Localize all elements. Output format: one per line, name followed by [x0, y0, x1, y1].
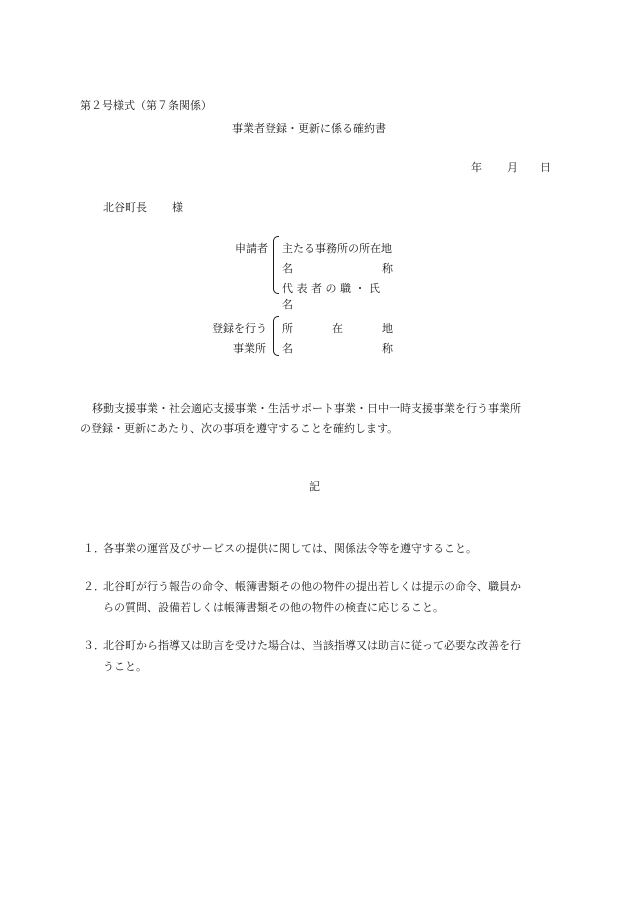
office-name-label-right: 称: [382, 342, 393, 355]
office-brace: [273, 316, 279, 356]
applicant-representative-label: 代 表 者 の 職 ・ 氏 名: [282, 282, 380, 311]
office-label-line2: 事業所: [233, 342, 266, 355]
office-name-label-left: 名: [282, 342, 293, 355]
item-number: ３．: [83, 639, 105, 652]
office-label-line1: 登録を行う: [212, 322, 267, 335]
ki-heading: 記: [309, 480, 320, 493]
document-title: 事業者登録・更新に係る確約書: [232, 122, 386, 135]
applicant-label: 申請者: [235, 242, 268, 255]
addressee-name: 北谷町長: [103, 201, 147, 214]
applicant-name-label-right: 称: [382, 262, 393, 275]
item-number: １．: [83, 542, 105, 555]
applicant-name-row: [282, 260, 392, 274]
form-number: 第２号様式（第７条関係）: [80, 99, 212, 112]
applicant-brace: [273, 236, 279, 294]
applicant-representative-row: [282, 280, 392, 311]
item-text-continuation: うこと。: [103, 660, 147, 673]
office-address-label-middle: 在: [332, 322, 343, 335]
item-text-continuation: らの質問、設備若しくは帳簿書類その他の物件の検査に応じること。: [103, 601, 444, 614]
declaration-line-1: 移動支援事業・社会適応支援事業・生活サポート事業・日中一時支援事業を行う事業所: [92, 402, 521, 415]
item-text: 各事業の運営及びサービスの提供に関しては、関係法令等を遵守すること。: [103, 542, 477, 555]
applicant-address-row: [282, 240, 392, 254]
date-year-label: 年: [471, 161, 482, 174]
addressee-honorific: 様: [172, 201, 183, 214]
applicant-address-label: 主たる事務所の所在地: [282, 242, 392, 255]
item-text: 北谷町が行う報告の命令、帳簿書類その他の物件の提出若しくは提示の命令、職員か: [103, 580, 521, 593]
office-address-row: [282, 320, 392, 334]
applicant-name-label-left: 名: [282, 262, 293, 275]
item-number: ２．: [83, 580, 105, 593]
office-name-row: [282, 340, 392, 354]
date-month-label: 月: [507, 161, 518, 174]
item-text: 北谷町から指導又は助言を受けた場合は、当該指導又は助言に従って必要な改善を行: [103, 639, 521, 652]
office-address-label-left: 所: [282, 322, 293, 335]
office-address-label-right: 地: [382, 322, 393, 335]
declaration-line-2: の登録・更新にあたり、次の事項を遵守することを確約します。: [80, 422, 399, 435]
date-day-label: 日: [540, 161, 551, 174]
